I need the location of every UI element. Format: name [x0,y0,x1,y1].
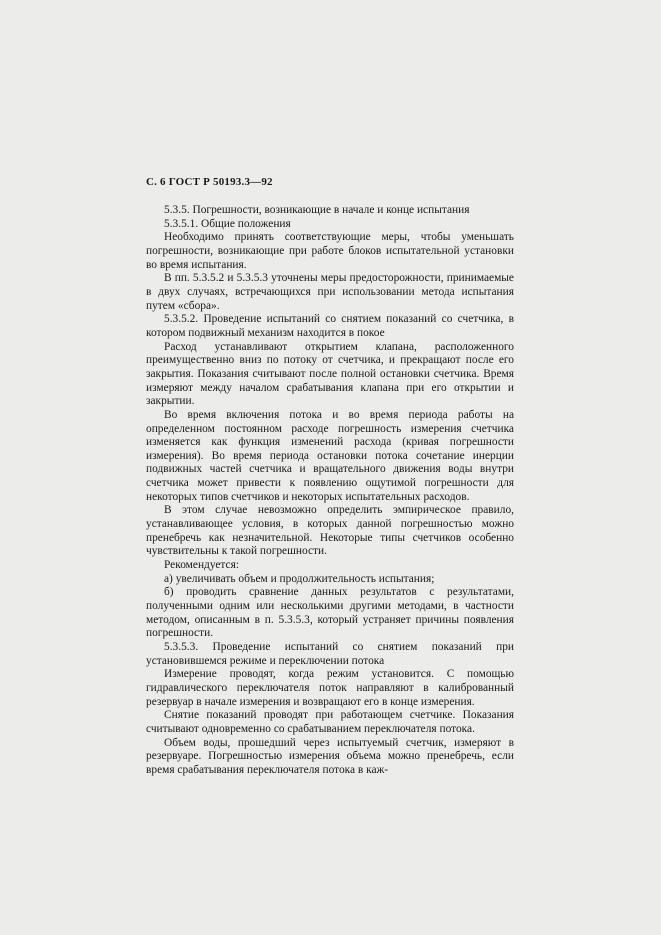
subsection-heading: 5.3.5.2. Проведение испытаний со снятием показаний со счетчика, в котором подвижный механизм находится в покое [146,313,514,339]
page-header: С. 6 ГОСТ Р 50193.3—92 [146,176,273,188]
paragraph: В пп. 5.3.5.2 и 5.3.5.3 уточнены меры предосторожности, принимаемые в двух случаях, встречающихся при использовании метода испытания путем «сбора». [146,272,514,312]
subsection-heading: 5.3.5.3. Проведение испытаний со снятием показаний при установившемся режиме и переключении потока [146,641,514,667]
paragraph: Измерение проводят, когда режим установится. С помощью гидравлического переключателя поток направляют в калиброванный резервуар в начале измерения и возвращают его в конце измерения. [146,668,514,708]
list-item: а) увеличивать объем и продолжительность испытания; [164,572,435,585]
paragraph: В этом случае невозможно определить эмпирическое правило, устанавливающее условия, в которых данной погрешностью можно пренебречь как незначительной. Некоторые типы счетчиков особенно чувствительны к такой погрешности. [146,504,514,558]
list-item: б) проводить сравнение данных результатов с результатами, полученными одним или несколькими другими методами, в частности методом, описанным в п. 5.3.5.3, который устраняет причины появления погрешности. [146,586,514,640]
paragraph: Во время включения потока и во время периода работы на определенном постоянном расходе погрешность измерения счетчика изменяется как функция изменений расхода (кривая погрешности измерения). Во время периода остановки потока сочетание инерции подвижных частей счетчика и вращательного движения воды внутри счетчика может привести к появлению ощутимой погрешности для некоторых типов счетчиков и некоторых испытательных расходов. [146,408,514,503]
paragraph: Необходимо принять соответствующие меры, чтобы уменьшать погрешности, возникающие при работе блоков испытательной установки во время испытания. [146,231,514,271]
section-heading: 5.3.5. Погрешности, возникающие в начале и конце испытания [164,204,470,216]
paragraph: Рекомендуется: [164,559,240,572]
document-body [146,204,514,778]
paragraph: Снятие показаний проводят при работающем счетчике. Показания считывают одновременно со срабатыванием переключателя потока. [146,709,514,735]
paragraph: Объем воды, прошедший через испытуемый счетчик, измеряют в резервуаре. Погрешностью измерения объема можно пренебречь, если время срабатывания переключателя потока в каж- [146,736,514,776]
subsection-heading: 5.3.5.1. Общие положения [164,217,291,230]
paragraph: Расход устанавливают открытием клапана, расположенного преимущественно вниз по потоку от счетчика, и прекращают после его закрытия. Показания считывают после полной остановки счетчика. Время измеряют между началом срабатывания клапана при его открытии и закрытии. [146,340,514,408]
